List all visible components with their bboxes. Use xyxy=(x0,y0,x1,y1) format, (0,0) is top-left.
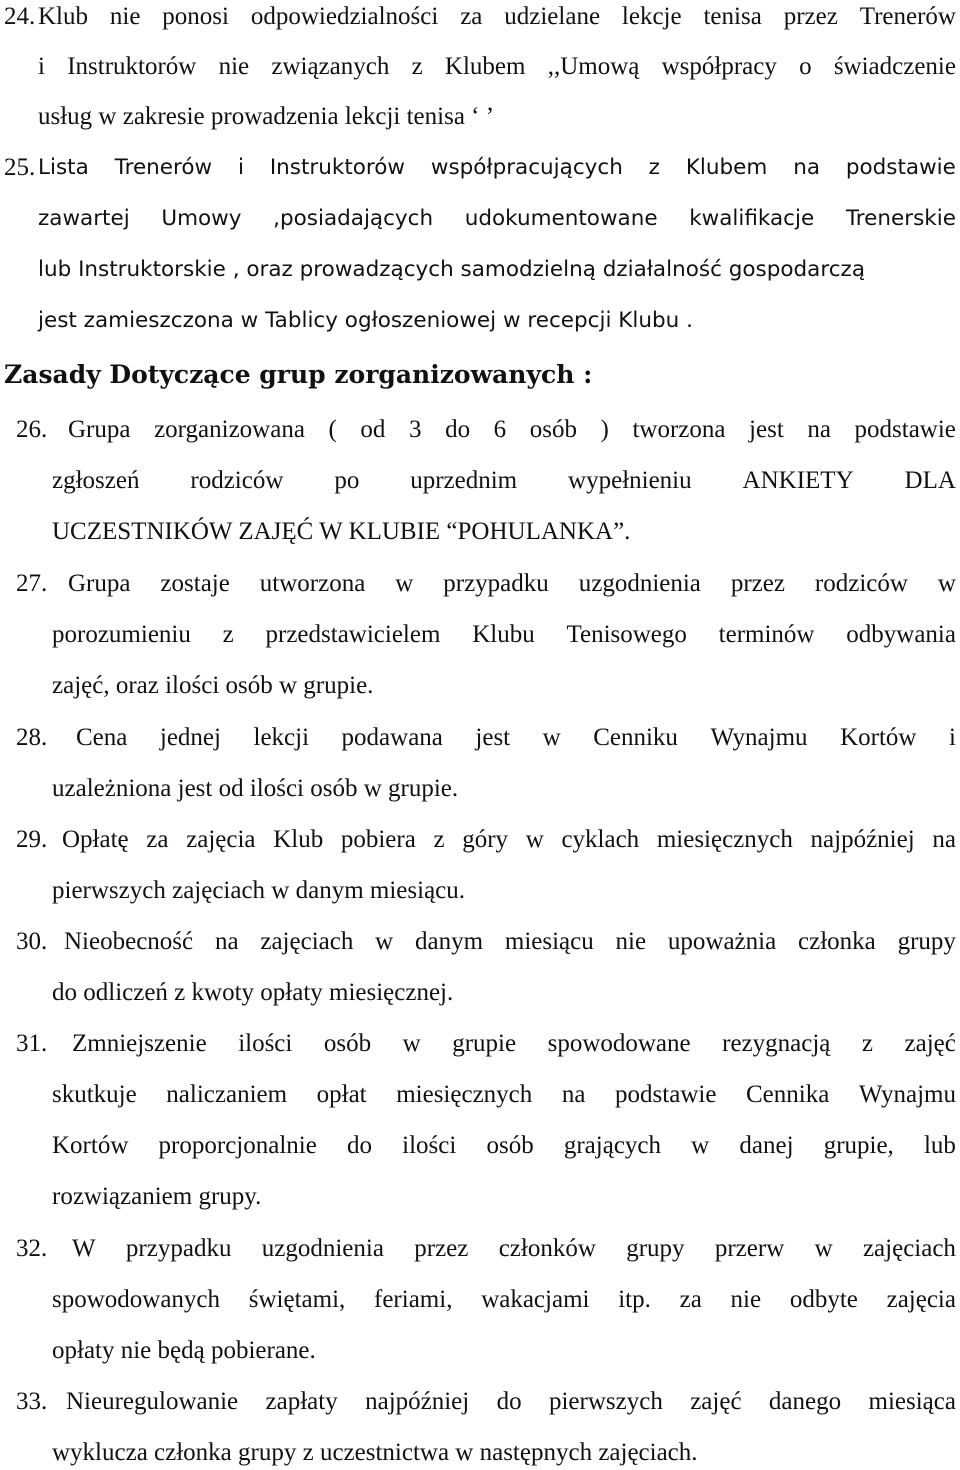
item-number: 27. xyxy=(16,570,48,597)
item-text-line: Zmniejszenie ilości osób w grupie spowodowane rezygnacją z zajęć xyxy=(72,1030,956,1057)
item-text-line: Grupa zorganizowana ( od 3 do 6 osób ) tworzona jest na podstawie xyxy=(68,416,956,443)
item-text-line: skutkuje naliczaniem opłat miesięcznych na podstawie Cennika Wynajmu xyxy=(52,1081,956,1108)
item-text-line: Klub nie ponosi odpowiedzialności za udzielane lekcje tenisa przez Trenerów xyxy=(38,3,956,30)
item-number: 33. xyxy=(16,1388,48,1415)
item-text-line: zgłoszeń rodziców po uprzednim wypełnieniu ANKIETY DLA xyxy=(52,467,956,494)
item-text-line: usług w zakresie prowadzenia lekcji tenisa ‘ ’ xyxy=(38,103,495,130)
item-number: 25. xyxy=(4,154,36,181)
item-text-line: jest zamieszczona w Tablicy ogłoszeniowej w recepcji Klubu . xyxy=(38,308,693,333)
item-number: 29. xyxy=(16,826,48,853)
item-text-line: W przypadku uzgodnienia przez członków grupy przerw w zajęciach xyxy=(72,1235,956,1262)
item-text-line: UCZESTNIKÓW ZAJĘĆ W KLUBIE “POHULANKA”. xyxy=(52,518,631,545)
item-text-line: Opłatę za zajęcia Klub pobiera z góry w cyklach miesięcznych najpóźniej na xyxy=(62,826,956,853)
item-text-line: zajęć, oraz ilości osób w grupie. xyxy=(52,672,374,699)
section-heading: Zasady Dotyczące grup zorganizowanych : xyxy=(4,360,593,389)
item-number: 32. xyxy=(16,1235,48,1262)
item-number: 28. xyxy=(16,724,48,751)
item-text-line: pierwszych zajęciach w danym miesiącu. xyxy=(52,877,466,904)
item-text-line: do odliczeń z kwoty opłaty miesięcznej. xyxy=(52,979,454,1006)
item-text-line: Cena jednej lekcji podawana jest w Cenniku Wynajmu Kortów i xyxy=(76,724,956,751)
item-text-line: porozumieniu z przedstawicielem Klubu Tenisowego terminów odbywania xyxy=(52,621,956,648)
item-text-line: rozwiązaniem grupy. xyxy=(52,1183,262,1210)
item-number: 30. xyxy=(16,928,48,955)
item-text-line: Nieobecność na zajęciach w danym miesiącu nie upoważnia członka grupy xyxy=(64,928,956,955)
item-text-line: Lista Trenerów i Instruktorów współpracujących z Klubem na podstawie xyxy=(38,155,956,180)
item-text-line: Grupa zostaje utworzona w przypadku uzgodnienia przez rodziców w xyxy=(68,570,956,597)
item-text-line: spowodowanych świętami, feriami, wakacjami itp. za nie odbyte zajęcia xyxy=(52,1286,956,1313)
item-number: 24. xyxy=(4,3,36,30)
item-text-line: opłaty nie będą pobierane. xyxy=(52,1337,316,1364)
item-text-line: zawartej Umowy ,posiadających udokumentowane kwalifikacje Trenerskie xyxy=(38,206,956,231)
item-number: 26. xyxy=(16,416,48,443)
item-text-line: lub Instruktorskie , oraz prowadzących samodzielną działalność gospodarczą xyxy=(38,257,865,282)
item-text-line: Nieuregulowanie zapłaty najpóźniej do pierwszych zajęć danego miesiąca xyxy=(66,1388,956,1415)
item-text-line: wyklucza członka grupy z uczestnictwa w następnych zajęciach. xyxy=(52,1439,698,1466)
item-number: 31. xyxy=(16,1030,48,1057)
item-text-line: Kortów proporcjonalnie do ilości osób grających w danej grupie, lub xyxy=(52,1132,956,1159)
item-text-line: i Instruktorów nie związanych z Klubem ,,Umową współpracy o świadczenie xyxy=(38,53,956,80)
item-text-line: uzależniona jest od ilości osób w grupie. xyxy=(52,775,459,802)
